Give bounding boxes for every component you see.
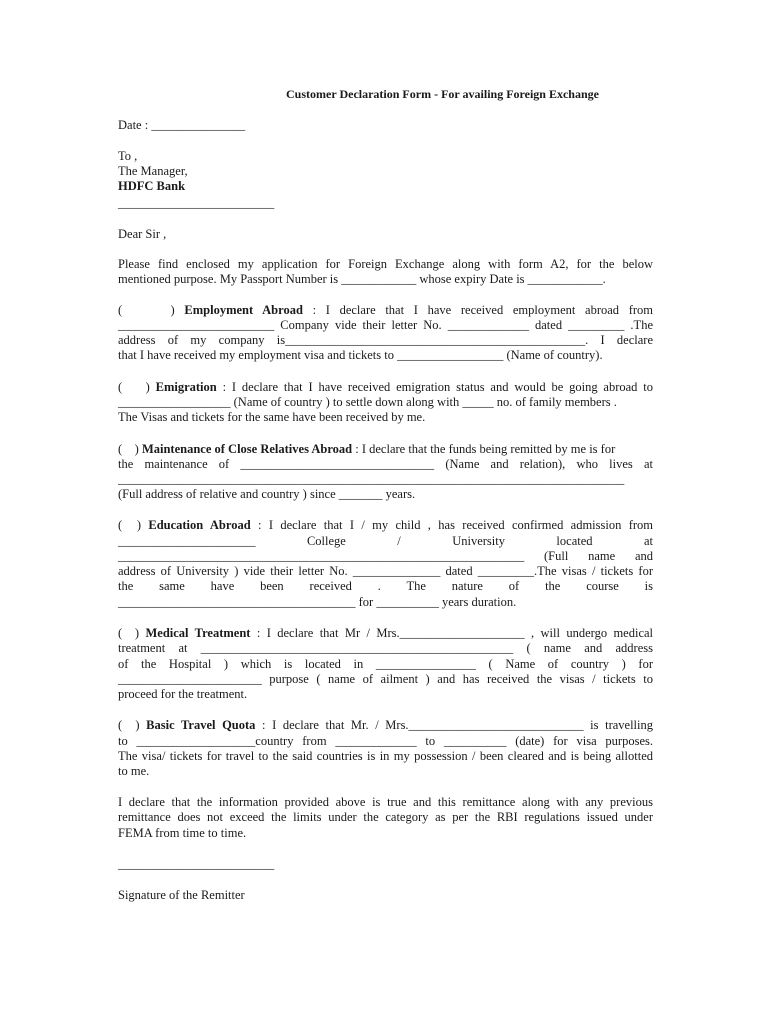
maintenance-checkbox: ( ) (118, 442, 139, 456)
travel-checkbox: ( ) (118, 718, 140, 732)
education-heading: Education Abroad (148, 518, 251, 532)
education-line-2: ______________________ College / University located at (118, 534, 653, 548)
employment-line-2: _________________________ Company vide their letter No. _____________ dated _________ .The (118, 318, 653, 332)
medical-heading: Medical Treatment (145, 626, 251, 640)
maintenance-line-3: _________________________________________________________________________________ (118, 472, 625, 486)
employment-checkbox: ( ) (118, 303, 175, 317)
signature-label: Signature of the Remitter (118, 888, 245, 902)
closing-line-3: FEMA from time to time. (118, 826, 247, 840)
form-title: Customer Declaration Form - For availing Foreign Exchange (286, 87, 599, 101)
date-line: Date : _______________ (118, 118, 246, 132)
medical-line-4: _______________________ purpose ( name of ailment ) and has received the visas / tickets to (118, 672, 653, 686)
employment-line-1: ( ) Employment Abroad : I declare that I have received employment abroad from (118, 303, 654, 317)
education-checkbox: ( ) (118, 518, 142, 532)
emigration-line-2: __________________ (Name of country ) to settle down along with _____ no. of family members . (118, 395, 617, 409)
employment-heading: Employment Abroad (184, 303, 303, 317)
medical-checkbox: ( ) (118, 626, 140, 640)
education-line-5: the same have been received . The nature of the course is (118, 579, 653, 593)
addressee-bank: HDFC Bank (118, 179, 186, 193)
education-line-1: ( ) Education Abroad : I declare that I / my child , has received confirmed admission from (118, 518, 653, 532)
branch-blank: _________________________ (118, 196, 275, 210)
medical-line-2: treatment at __________________________________________________ ( name and address (118, 641, 653, 655)
maintenance-line-1: ( ) Maintenance of Close Relatives Abroad : I declare that the funds being remitted by me is for (118, 442, 616, 456)
travel-line-3: The visa/ tickets for travel to the said countries is in my possession / been cleared and is being allotted (118, 749, 653, 763)
education-line-3: _________________________________________________________________ (Full name and (118, 549, 653, 563)
employment-line-4: that I have received my employment visa and tickets to _________________ (Name of country). (118, 348, 603, 362)
emigration-checkbox: ( ) (118, 380, 150, 394)
travel-line-4: to me. (118, 764, 150, 778)
maintenance-line-2: the maintenance of _______________________________ (Name and relation), who lives at (118, 457, 653, 471)
education-line-4: address of University ) vide their letter No. ______________ dated _________.The visas / tickets for (118, 564, 653, 578)
addressee-to: To , (118, 149, 138, 163)
medical-line-5: proceed for the treatment. (118, 687, 248, 701)
emigration-line-3: The Visas and tickets for the same have been received by me. (118, 410, 426, 424)
travel-line-2: to ___________________country from _____________ to __________ (date) for visa purposes. (118, 734, 653, 748)
intro-line-1: Please find enclosed my application for Foreign Exchange along with form A2, for the below (118, 257, 653, 271)
closing-line-2: remittance does not exceed the limits under the category as per the RBI regulations issued under (118, 810, 653, 824)
addressee-manager: The Manager, (118, 164, 188, 178)
emigration-heading: Emigration (155, 380, 217, 394)
medical-line-3: of the Hospital ) which is located in ________________ ( Name of country ) for (118, 657, 653, 671)
medical-line-1: ( ) Medical Treatment : I declare that Mr / Mrs.____________________ , will undergo medical (118, 626, 654, 640)
salutation: Dear Sir , (118, 227, 167, 241)
employment-line-3: address of my company is________________________________________________. I declare (118, 333, 653, 347)
maintenance-heading: Maintenance of Close Relatives Abroad (141, 442, 353, 456)
education-line-6: ______________________________________ for __________ years duration. (118, 595, 517, 609)
signature-blank: _________________________ (118, 857, 275, 871)
intro-line-2: mentioned purpose. My Passport Number is ____________ whose expiry Date is ____________. (118, 272, 606, 286)
closing-line-1: I declare that the information provided above is true and this remittance along with any previous (118, 795, 653, 809)
emigration-line-1: ( ) Emigration : I declare that I have received emigration status and would be going abroad to (118, 380, 654, 394)
travel-heading: Basic Travel Quota (146, 718, 256, 732)
maintenance-line-4: (Full address of relative and country ) since _______ years. (118, 487, 416, 501)
travel-line-1: ( ) Basic Travel Quota : I declare that Mr. / Mrs.____________________________ is travelling (118, 718, 653, 732)
